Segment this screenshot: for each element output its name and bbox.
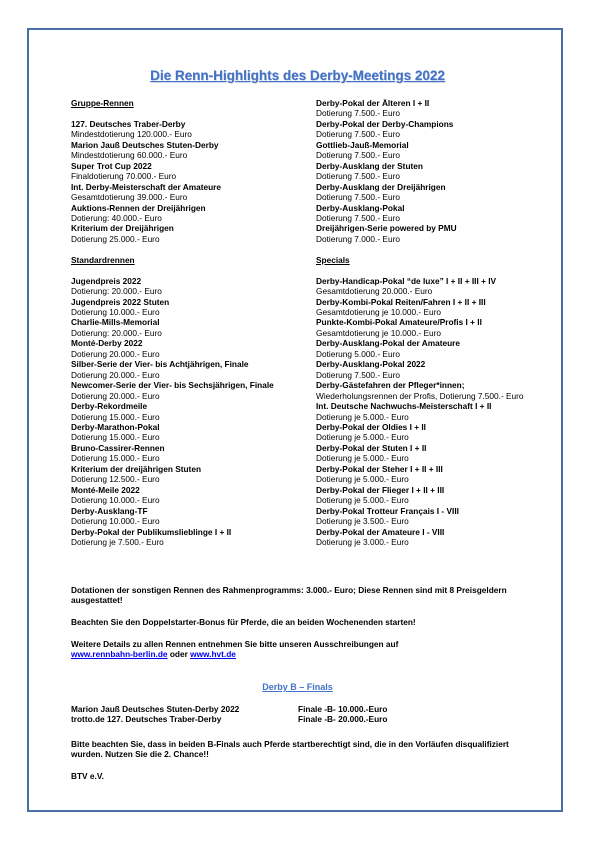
race-name: Jugendpreis 2022 Stuten (71, 296, 170, 307)
race-dotierung: Mindestdotierung 120.000.- Euro (71, 129, 192, 140)
finals-row (71, 714, 451, 724)
race-dotierung: Dotierung 10.000.- Euro (71, 307, 160, 318)
race-dotierung: Dotierung je 5.000.- Euro (316, 411, 409, 422)
race-name: Gottlieb-Jauß-Memorial (316, 139, 409, 150)
race-dotierung: Dotierung je 5.000.- Euro (316, 453, 409, 464)
race-dotierung: Dotierung je 3.000.- Euro (316, 537, 409, 547)
left-column (71, 98, 296, 547)
race-dotierung: Dotierung: 20.000.- Euro (71, 327, 162, 338)
race-name: Marion Jauß Deutsches Stuten-Derby (71, 139, 219, 150)
race-name: Derby-Ausklang-Pokal (316, 202, 405, 213)
race-dotierung: Wiederholungsrennen der Profis, Dotierung 7.500.- Euro (316, 390, 524, 401)
finals-prize: Finale -B- 20.000.-Euro (298, 714, 388, 725)
race-name: Punkte-Kombi-Pokal Amateure/Profis I + II (316, 317, 482, 328)
race-dotierung: Gesamtdotierung 20.000.- Euro (316, 286, 433, 297)
race-name: Derby-Marathon-Pokal (71, 422, 160, 432)
race-name: Derby-Ausklang-Pokal 2022 (316, 359, 426, 370)
bonus-text: Beachten Sie den Doppelstarter-Bonus für Pferde, die an beiden Wochenenden starten! (71, 617, 416, 627)
hvt-link[interactable]: www.hvt.de (190, 649, 236, 660)
race-name: Derby-Pokal der Publikumslieblinge I + II (71, 526, 232, 537)
race-name: Derby-Pokal der Derby-Champions (316, 118, 454, 129)
section-heading: Standardrennen (71, 254, 135, 265)
race-dotierung: Dotierung 15.000.- Euro (71, 432, 160, 443)
race-name: Derby-Ausklang-TF (71, 505, 148, 516)
finals-note (71, 739, 531, 760)
spacer (316, 244, 556, 254)
race-dotierung: Dotierung 10.000.- Euro (71, 495, 160, 506)
race-dotierung: Dotierung je 5.000.- Euro (316, 495, 409, 506)
rennbahn-berlin-link[interactable]: www.rennbahn-berlin.de (71, 649, 168, 660)
finals-table (71, 704, 451, 725)
race-dotierung: Dotierung 20.000.- Euro (71, 369, 160, 380)
race-name: Derby-Pokal der Amateure I - VIII (316, 526, 445, 537)
signature (71, 771, 531, 781)
race-name: Derby-Ausklang der Dreijährigen (316, 181, 446, 192)
race-name: Monté-Derby 2022 (71, 338, 143, 349)
race-name: Int. Derby-Meisterschaft der Amateure (71, 181, 222, 192)
race-dotierung: Gesamtdotierung je 10.000.- Euro (316, 327, 441, 338)
race-name: Charlie-Mills-Memorial (71, 317, 160, 328)
race-dotierung: Dotierung 7.500.- Euro (316, 212, 400, 223)
signature-text: BTV e.V. (71, 771, 104, 781)
bonus-note (71, 617, 531, 627)
finals-heading: Derby B – Finals (262, 682, 333, 692)
race-name: Derby-Gästefahren der Pfleger*innen; (316, 380, 465, 391)
race-name: Kriterium der Dreijährigen (71, 223, 174, 234)
race-dotierung: Dotierung je 5.000.- Euro (316, 474, 409, 485)
race-dotierung: Dotierung 25.000.- Euro (71, 233, 160, 244)
race-name: Int. Deutsche Nachwuchs-Meisterschaft I + II (316, 401, 492, 412)
race-name: Kriterium der dreijährigen Stuten (71, 463, 202, 474)
race-name: Derby-Pokal der Älteren I + II (316, 98, 430, 108)
race-name: Auktions-Rennen der Dreijährigen (71, 202, 206, 213)
race-dotierung: Dotierung: 20.000.- Euro (71, 286, 162, 297)
race-name: Derby-Ausklang der Stuten (316, 160, 423, 171)
race-name: Derby-Ausklang-Pokal der Amateure (316, 338, 461, 349)
page-title: Die Renn-Highlights des Derby-Meetings 2022 (150, 68, 445, 83)
race-name: Monté-Meile 2022 (71, 484, 140, 495)
race-dotierung: Dotierung 7.500.- Euro (316, 369, 400, 380)
race-name: Newcomer-Serie der Vier- bis Sechsjährigen, Finale (71, 380, 274, 391)
race-name: Derby-Handicap-Pokal “de luxe” I + II + III + IV (316, 275, 497, 286)
race-name: Derby-Pokal der Stuten I + II (316, 442, 427, 453)
race-dotierung: Dotierung 20.000.- Euro (71, 390, 160, 401)
spacer (316, 265, 556, 275)
race-dotierung: Dotierung 7.000.- Euro (316, 233, 400, 244)
race-name: Derby-Rekordmeile (71, 401, 148, 412)
race-name: Derby-Pokal der Flieger I + II + III (316, 484, 445, 495)
details-note (71, 639, 531, 660)
race-dotierung: Dotierung 7.500.- Euro (316, 171, 400, 182)
race-name: Derby-Pokal Trotteur Français I - VIII (316, 505, 459, 516)
section-heading: Gruppe-Rennen (71, 98, 134, 108)
race-dotierung: Dotierung je 5.000.- Euro (316, 432, 409, 443)
oder-text: oder (169, 649, 188, 660)
finals-note-text: Bitte beachten Sie, dass in beiden B-Finals auch Pferde startberechtigt sind, die in den Vorläufen disqualifiziert wurden. Nutzen Sie die 2. Chance!! (71, 739, 509, 760)
race-dotierung: Mindestdotierung 60.000.- Euro (71, 150, 188, 161)
race-dotierung: Dotierung: 40.000.- Euro (71, 212, 162, 223)
spacer (71, 265, 296, 275)
race-name: Derby-Pokal der Oldies I + II (316, 422, 426, 433)
dotationen-text: Dotationen der sonstigen Rennen des Rahmenprogramms: 3.000.- Euro; Diese Rennen sind mit 8 Preisgeldern ausgestattet! (71, 585, 507, 606)
race-dotierung: Dotierung 15.000.- Euro (71, 453, 160, 464)
race-dotierung: Dotierung 7.500.- Euro (316, 129, 400, 140)
race-dotierung: Gesamtdotierung 39.000.- Euro (71, 192, 188, 203)
race-name: Jugendpreis 2022 (71, 275, 142, 286)
details-text: Weitere Details zu allen Rennen entnehmen Sie bitte unseren Ausschreibungen auf (71, 639, 399, 649)
race-dotierung: Dotierung 7.500.- Euro (316, 108, 400, 119)
race-name: 127. Deutsches Traber-Derby (71, 118, 186, 129)
race-dotierung: Dotierung 7.500.- Euro (316, 192, 400, 203)
spacer (71, 244, 296, 254)
race-name: Dreijährigen-Serie powered by PMU (316, 223, 457, 234)
race-dotierung: Dotierung je 3.500.- Euro (316, 516, 409, 527)
finals-row (71, 704, 451, 714)
finals-prize: Finale -B- 10.000.-Euro (298, 704, 388, 714)
race-dotierung: Dotierung 10.000.- Euro (71, 516, 160, 527)
race-name: Derby-Kombi-Pokal Reiten/Fahren I + II + III (316, 296, 486, 307)
finals-race: Marion Jauß Deutsches Stuten-Derby 2022 (71, 704, 240, 714)
race-dotierung: Gesamtdotierung je 10.000.- Euro (316, 307, 441, 318)
race-dotierung: Dotierung 20.000.- Euro (71, 348, 160, 359)
race-dotierung: Dotierung 5.000.- Euro (316, 348, 400, 359)
race-dotierung: Dotierung 12.500.- Euro (71, 474, 160, 485)
right-column (316, 98, 556, 547)
race-name: Derby-Pokal der Steher I + II + III (316, 463, 443, 474)
race-dotierung: Finaldotierung 70.000.- Euro (71, 171, 177, 182)
spacer (71, 108, 296, 118)
dotationen-note (71, 585, 531, 606)
race-name: Silber-Serie der Vier- bis Achtjährigen, Finale (71, 359, 249, 370)
race-name: Bruno-Cassirer-Rennen (71, 442, 165, 453)
finals-race: trotto.de 127. Deutsches Traber-Derby (71, 714, 222, 725)
race-dotierung: Dotierung 15.000.- Euro (71, 411, 160, 422)
race-dotierung: Dotierung je 7.500.- Euro (71, 536, 164, 547)
section-heading: Specials (316, 254, 350, 265)
race-dotierung: Dotierung 7.500.- Euro (316, 150, 400, 161)
race-name: Super Trot Cup 2022 (71, 160, 152, 171)
